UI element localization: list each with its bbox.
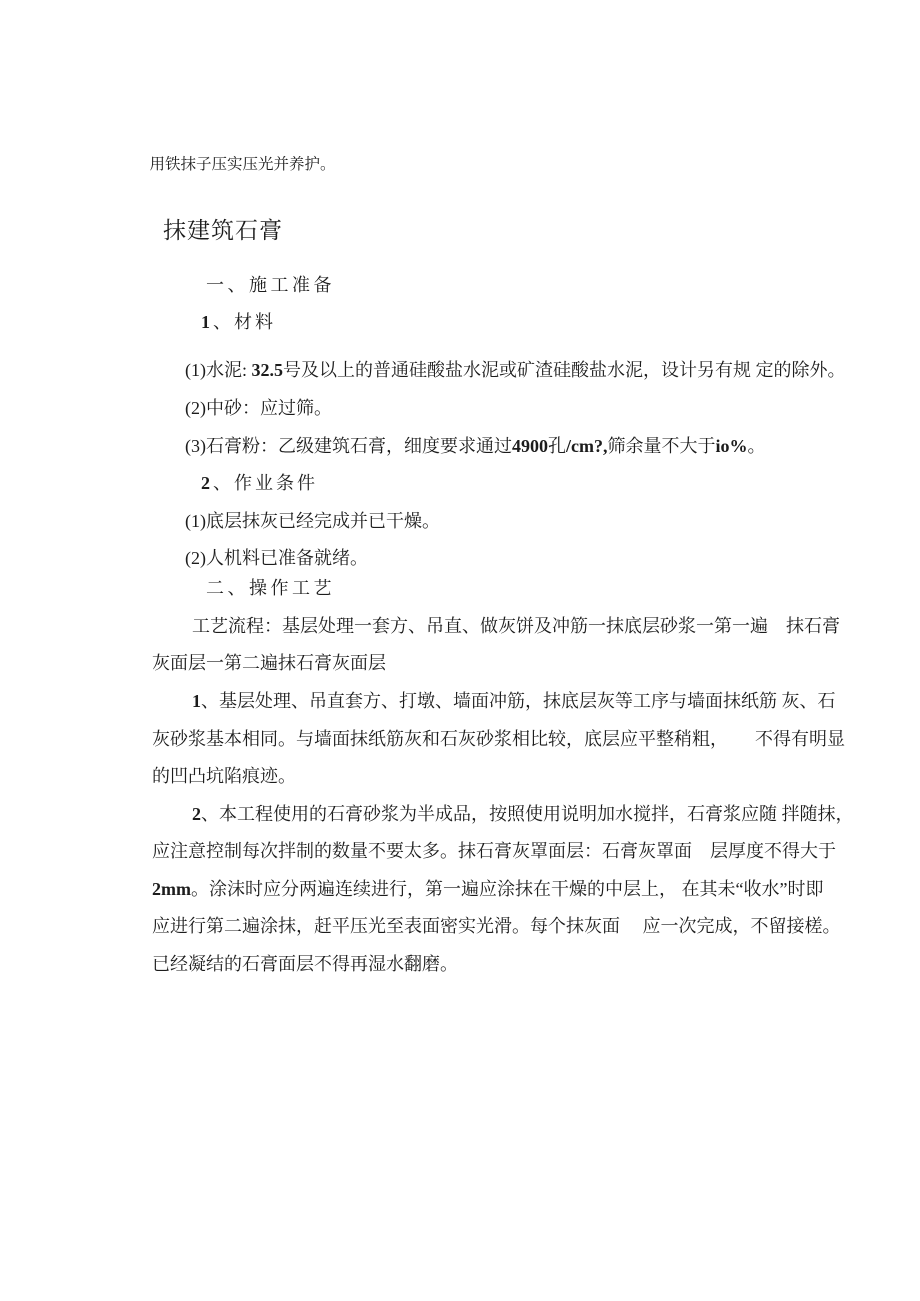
text-segment: 、作业条件 bbox=[213, 472, 318, 493]
text-segment: (2)中砂：应过筛。 bbox=[185, 397, 332, 418]
text-segment: 2 bbox=[201, 472, 213, 493]
text-segment: 号及以上的普通硅酸盐水泥或矿渣硅酸盐水泥，设计另有规 定的除外。 bbox=[283, 359, 846, 380]
text-segment: 2 bbox=[192, 803, 201, 824]
step2-line-5 bbox=[134, 930, 458, 998]
text-segment: 工艺流程：基层处理一套方、吊直、做灰饼及冲筋一抹底层砂浆一第一遍 抹石膏 bbox=[192, 615, 840, 636]
text-segment: 、材料 bbox=[213, 311, 276, 332]
text-segment: 1 bbox=[192, 690, 201, 711]
text-segment: 、本工程使用的石膏砂浆为半成品，按照使用说明加水搅拌，石膏浆应随 拌随抹， bbox=[201, 803, 854, 824]
text-segment: 灰面层一第二遍抹石膏灰面层 bbox=[152, 652, 386, 673]
text-segment: 。 bbox=[747, 435, 766, 456]
text-segment: 孔 bbox=[548, 435, 566, 456]
text-segment: 抹建筑石膏 bbox=[163, 217, 283, 243]
text-segment: 筛余量不大于 bbox=[607, 435, 716, 456]
text-segment: 应进行第二遍涂抹，赶平压光至表面密实光滑。每个抹灰面 应一次完成，不留接槎。 bbox=[152, 915, 841, 936]
text-segment: 的凹凸坑陷痕迹。 bbox=[152, 765, 296, 786]
text-segment: io% bbox=[715, 435, 748, 456]
text-segment: 应注意控制每次拌制的数量不要太多。抹石膏灰罩面层：石膏灰罩面 层厚度不得大于 bbox=[152, 840, 836, 861]
text-segment: 2mm bbox=[152, 878, 191, 899]
text-segment: 灰砂浆基本相同。与墙面抹纸筋灰和石灰砂浆相比较，底层应平整稍粗， 不得有明显 bbox=[152, 728, 845, 749]
text-segment: 1 bbox=[201, 311, 213, 332]
text-segment: 用铁抹子压实压光并养护。 bbox=[149, 156, 336, 174]
text-segment: 。涂沫时应分两遍连续进行，第一遍应涂抹在干燥的中层上， 在其未“收水”时即 bbox=[191, 878, 824, 899]
text-segment: (2)人机料已准备就绪。 bbox=[185, 547, 368, 568]
text-segment: (3)石膏粉：乙级建筑石膏，细度要求通过 bbox=[185, 435, 512, 456]
text-segment: (1)底层抹灰已经完成并已干燥。 bbox=[185, 510, 440, 531]
text-segment: /cm?, bbox=[566, 435, 608, 456]
previous-section-closing-line bbox=[134, 136, 336, 194]
text-segment: 4900 bbox=[512, 435, 548, 456]
text-segment: 、基层处理、吊直套方、打墩、墙面冲筋，抹底层灰等工序与墙面抹纸筋 灰、石 bbox=[201, 690, 836, 711]
text-segment: (1)水泥: bbox=[185, 359, 252, 380]
text-segment: 一、施工准备 bbox=[206, 274, 335, 295]
text-segment: 32.5 bbox=[251, 359, 283, 380]
text-segment: 已经凝结的石膏面层不得再湿水翻磨。 bbox=[152, 953, 458, 974]
text-segment: 二、操作工艺 bbox=[206, 577, 335, 598]
